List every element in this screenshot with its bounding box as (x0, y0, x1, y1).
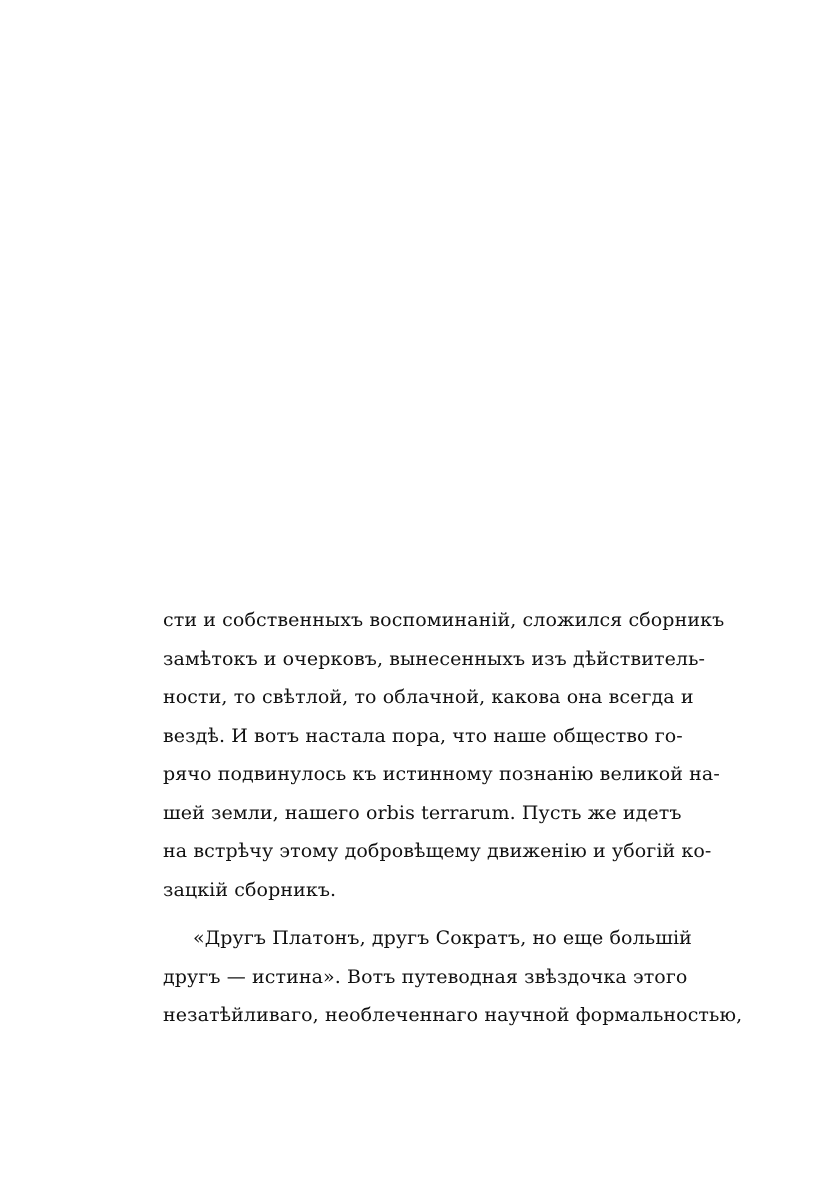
text-line: ности, то свѣтлой, то облачной, какова она всегда и (163, 686, 694, 708)
text-line: на встрѣчу этому добровѣщему движенію и убогій ко- (163, 840, 712, 862)
paragraph-gap (163, 909, 678, 919)
text-line: сти и собственныхъ воспоминаній, сложился сборникъ (163, 609, 725, 631)
text-line: вездѣ. И вотъ настала пора, что наше общество го- (163, 724, 683, 747)
text-line: замѣтокъ и очерковъ, вынесенныхъ изъ дѣйствитель- (163, 647, 706, 670)
text-line: «Другъ Платонъ, другъ Сократъ, но еще большій (193, 927, 692, 949)
text-line: шей земли, нашего orbis terrarum. Пусть же идетъ (163, 801, 682, 824)
text-line: другъ — истина». Вотъ путеводная звѣздочка этого (163, 965, 688, 988)
text-line: незатѣйливаго, необлеченнаго научной формальностью, (163, 1004, 743, 1026)
text-line: рячо подвинулось къ истинному познанію великой на- (163, 763, 720, 785)
body-text (163, 601, 743, 1035)
text-line: зацкій сборникъ. (163, 878, 337, 901)
